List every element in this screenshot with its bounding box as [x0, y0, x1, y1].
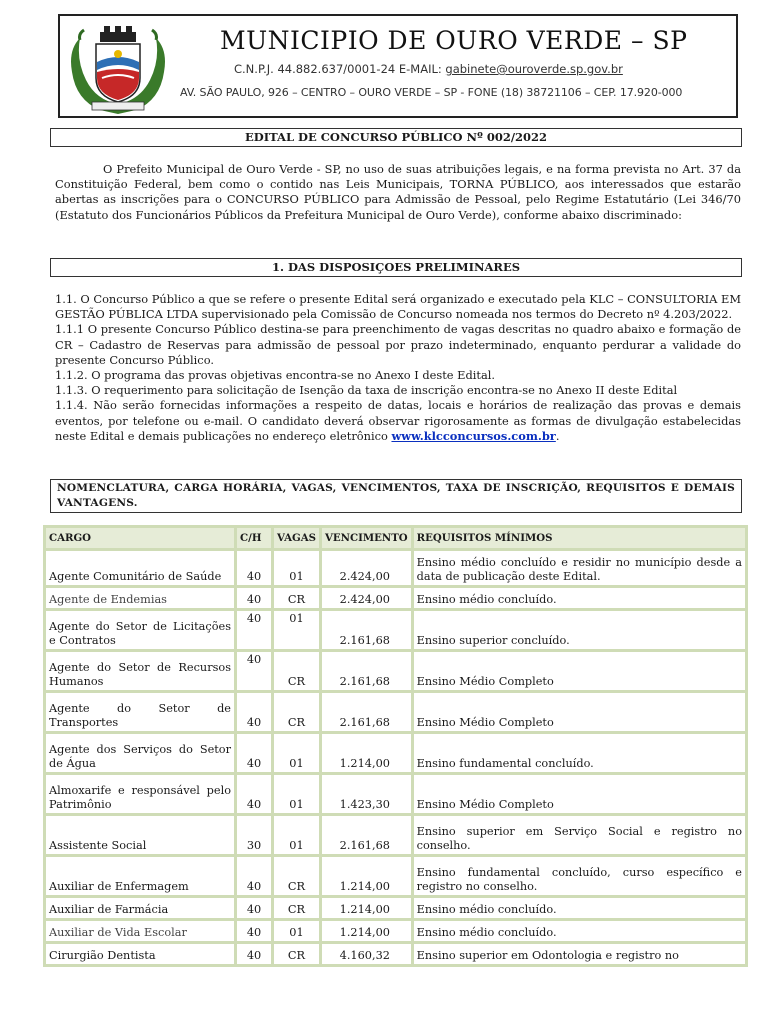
clause-1-1: 1.1. O Concurso Público a que se refere o presente Edital será organizado e executado pela KLC – CONSULTORIA EM GESTÃO PÚBLICA LTDA supervisionado pela Comissão de Concurso nomeada nos termos do Decreto nº 4.203/2022.: [55, 292, 741, 322]
vagas-cell: CR: [274, 588, 319, 608]
ch-cell: 40: [237, 734, 271, 772]
vagas-cell: 01: [274, 611, 319, 649]
vagas-cell: 01: [274, 775, 319, 813]
section1-body: [55, 292, 741, 444]
vencimento-cell: 2.424,00: [322, 588, 411, 608]
table-row: [46, 652, 745, 690]
email-link[interactable]: gabinete@ouroverde.sp.gov.br: [445, 62, 623, 76]
vencimento-cell: 1.214,00: [322, 857, 411, 895]
clause-1-1-2: 1.1.2. O programa das provas objetivas encontra-se no Anexo I deste Edital.: [55, 368, 496, 383]
municipal-coat-of-arms-icon: [66, 20, 170, 116]
cnpj-email-line: [234, 62, 623, 76]
section-title-preliminares: 1. DAS DISPOSIÇOES PRELIMINARES: [50, 258, 742, 277]
table-row: [46, 816, 745, 854]
vencimento-cell: 2.161,68: [322, 611, 411, 649]
vencimento-cell: 1.423,30: [322, 775, 411, 813]
cargo-cell: Agente do Setor de Recursos Humanos: [46, 652, 234, 690]
requisitos-cell: Ensino superior concluído.: [414, 611, 745, 649]
vagas-cell: CR: [274, 652, 319, 690]
letterhead: [58, 14, 738, 118]
ch-cell: 40: [237, 693, 271, 731]
vencimento-cell: 2.161,68: [322, 652, 411, 690]
requisitos-cell: Ensino Médio Completo: [414, 693, 745, 731]
clause-1-1-4-text: 1.1.4. Não serão fornecidas informações a respeito de datas, locais e horários de realização das provas e demais eventos, por telefone ou e-mail. O candidato deverá observar rigorosamente as formas de divulgação estabelecidas neste Edital e demais publicações no endereço eletrônico: [55, 398, 741, 443]
ch-cell: 40: [237, 898, 271, 918]
col-vencimento: VENCIMENTO: [322, 528, 411, 548]
requisitos-cell: Ensino médio concluído.: [414, 588, 745, 608]
table-row: [46, 857, 745, 895]
vagas-cell: 01: [274, 921, 319, 941]
address-line: AV. SÃO PAULO, 926 – CENTRO – OURO VERDE – SP - FONE (18) 38721106 – CEP. 17.920-000: [180, 86, 683, 99]
requisitos-cell: Ensino fundamental concluído.: [414, 734, 745, 772]
cargo-cell: Agente dos Serviços do Setor de Água: [46, 734, 234, 772]
vagas-cell: 01: [274, 551, 319, 585]
ch-cell: 40: [237, 588, 271, 608]
cargo-cell: Agente de Endemias: [46, 588, 234, 608]
ch-cell: 40: [237, 921, 271, 941]
cargo-cell: Agente Comunitário de Saúde: [46, 551, 234, 585]
cargo-cell: Auxiliar de Farmácia: [46, 898, 234, 918]
col-ch: C/H: [237, 528, 271, 548]
col-requisitos: REQUISITOS MÍNIMOS: [414, 528, 745, 548]
vencimento-cell: 2.161,68: [322, 816, 411, 854]
table-row: [46, 944, 745, 964]
vencimento-cell: 1.214,00: [322, 734, 411, 772]
klc-website-link[interactable]: www.klcconcursos.com.br: [391, 428, 556, 443]
clause-1-1-3: 1.1.3. O requerimento para solicitação de Isenção da taxa de inscrição encontra-se no Anexo II deste Edital: [55, 383, 678, 398]
ch-cell: 40: [237, 652, 271, 690]
col-cargo: CARGO: [46, 528, 234, 548]
vencimento-cell: 2.161,68: [322, 693, 411, 731]
cargo-cell: Cirurgião Dentista: [46, 944, 234, 964]
vencimento-cell: 1.214,00: [322, 898, 411, 918]
vencimento-cell: 2.424,00: [322, 551, 411, 585]
vagas-cell: CR: [274, 944, 319, 964]
clause-1-1-4: [55, 398, 741, 444]
table-row: [46, 693, 745, 731]
table-row: [46, 734, 745, 772]
table-row: [46, 588, 745, 608]
cargo-cell: Agente do Setor de Transportes: [46, 693, 234, 731]
vagas-cell: CR: [274, 898, 319, 918]
vencimento-cell: 4.160,32: [322, 944, 411, 964]
vagas-cell: 01: [274, 816, 319, 854]
ch-cell: 40: [237, 944, 271, 964]
table-row: [46, 611, 745, 649]
cargo-cell: Almoxarife e responsável pelo Patrimônio: [46, 775, 234, 813]
requisitos-cell: Ensino superior em Serviço Social e registro no conselho.: [414, 816, 745, 854]
requisitos-cell: Ensino médio concluído.: [414, 921, 745, 941]
ch-cell: 40: [237, 551, 271, 585]
ch-cell: 40: [237, 775, 271, 813]
requisitos-cell: Ensino médio concluído.: [414, 898, 745, 918]
table-header-row: [46, 528, 745, 548]
positions-table: [43, 525, 748, 967]
clause-1-1-1: 1.1.1 O presente Concurso Público destina-se para preenchimento de vagas descritas no quadro abaixo e formação de CR – Cadastro de Reservas para admissão de pessoal por prazo indeterminado, enquanto perdurar a validade do presente Concurso Público.: [55, 322, 741, 367]
requisitos-cell: Ensino fundamental concluído, curso específico e registro no conselho.: [414, 857, 745, 895]
municipality-title: MUNICIPIO DE OURO VERDE – SP: [220, 26, 688, 55]
ch-cell: 30: [237, 816, 271, 854]
table-row: [46, 898, 745, 918]
ch-cell: 40: [237, 611, 271, 649]
cargo-cell: Assistente Social: [46, 816, 234, 854]
clause-end: .: [555, 428, 560, 443]
vencimento-cell: 1.214,00: [322, 921, 411, 941]
table-row: [46, 921, 745, 941]
intro-paragraph: [55, 162, 741, 223]
requisitos-cell: Ensino Médio Completo: [414, 652, 745, 690]
requisitos-cell: Ensino Médio Completo: [414, 775, 745, 813]
vagas-cell: 01: [274, 734, 319, 772]
cargo-cell: Auxiliar de Vida Escolar: [46, 921, 234, 941]
intro-text: O Prefeito Municipal de Ouro Verde - SP, no uso de suas atribuições legais, e na forma prevista no Art. 37 da Constituição Federal, bem como o contido nas Leis Municipais, TORNA PÚBLICO, aos interessados que estarão abertas as inscrições para o CONCURSO PÚBLICO para Admissão de Pessoal, pelo Regime Estatutário (Lei 346/70 (Estatuto dos Funcionários Públicos da Prefeitura Municipal de Ouro Verde), conforme abaixo discriminado:: [55, 162, 741, 222]
cargo-cell: Auxiliar de Enfermagem: [46, 857, 234, 895]
col-vagas: VAGAS: [274, 528, 319, 548]
requisitos-cell: Ensino superior em Odontologia e registro no: [414, 944, 745, 964]
table-row: [46, 775, 745, 813]
vagas-cell: CR: [274, 693, 319, 731]
edital-title: EDITAL DE CONCURSO PÚBLICO Nº 002/2022: [50, 128, 742, 147]
table-row: [46, 551, 745, 585]
cargo-cell: Agente do Setor de Licitações e Contratos: [46, 611, 234, 649]
ch-cell: 40: [237, 857, 271, 895]
vagas-cell: CR: [274, 857, 319, 895]
requisitos-cell: Ensino médio concluído e residir no município desde a data de publicação deste Edital.: [414, 551, 745, 585]
cnpj-text: C.N.P.J. 44.882.637/0001-24 E-MAIL:: [234, 62, 446, 76]
nomenclatura-heading: NOMENCLATURA, CARGA HORÁRIA, VAGAS, VENCIMENTOS, TAXA DE INSCRIÇÃO, REQUISITOS E DEMAIS VANTAGENS.: [50, 479, 742, 513]
